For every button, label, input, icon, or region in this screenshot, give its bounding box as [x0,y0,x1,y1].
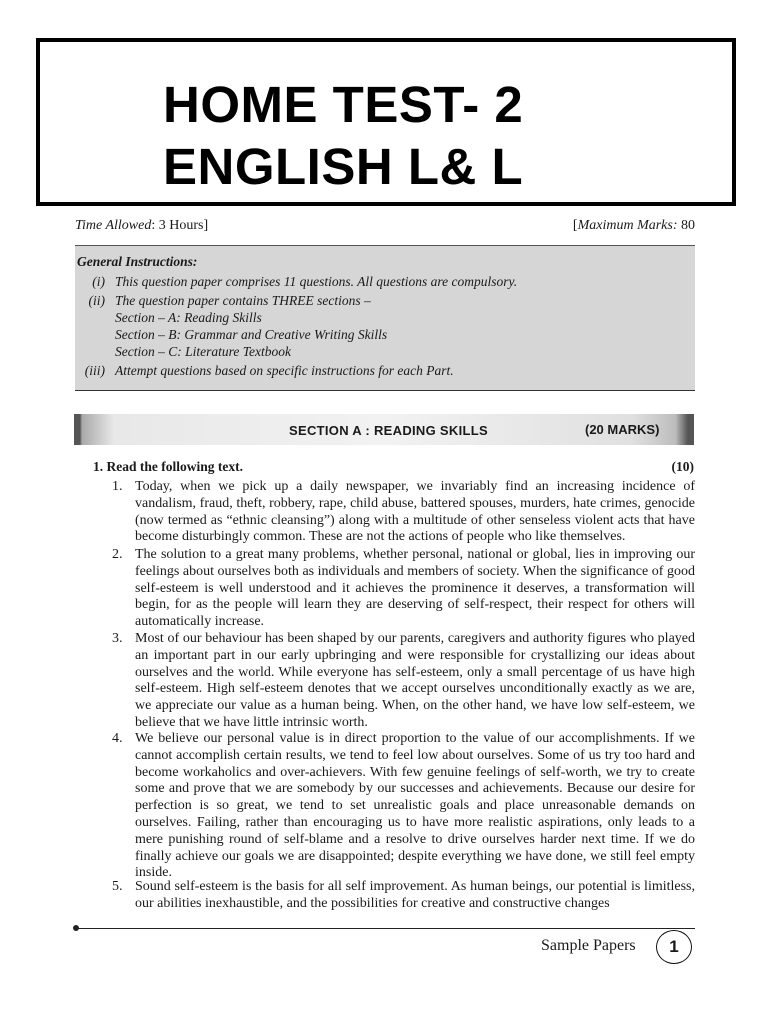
maximum-marks: [Maximum Marks: 80 [572,218,695,233]
section-title: SECTION A : READING SKILLS [289,423,488,438]
paragraph-text: Sound self-esteem is the basis for all self improvement. As human beings, our potential is limitless, our abilities inexhaustible, and the possibilities for creative and constructive changes [135,879,695,911]
instruction-subitem: Section – C: Literature Textbook [115,344,291,359]
paragraph-text: Today, when we pick up a daily newspaper, we invariably find an increasing incidence of vandalism, fraud, theft, robbery, rape, child abuse, battered spouses, murders, hate crimes, genocide (now termed as “ethnic cleansing”) along with a multitude of other senseless violent acts that have become disturbingly common. These are not the actions of people who like themselves. [135,479,695,545]
question-marks: (10) [671,459,694,474]
passage-paragraph [112,879,695,913]
time-allowed: Time Allowed: 3 Hours] [75,218,209,233]
question-label: 1. Read the following text. [93,459,243,474]
section-header-bar [74,414,694,445]
footer-label: Sample Papers [541,937,636,954]
passage-paragraph [112,479,695,546]
instructions-heading: General Instructions: [77,254,198,269]
passage-paragraph [112,731,695,882]
question-heading [93,459,694,475]
page-number: 1 [656,930,692,964]
page-subtitle: ENGLISH L& L [163,138,524,195]
page-title: HOME TEST- 2 [163,76,524,133]
paragraph-text: The solution to a great many problems, whether personal, national or global, lies in improving our feelings about ourselves both as individuals and members of society. When the significance of good self-esteem is well understood and it achieves the prominence it deserves, a transformation will begin, for as the people will learn they are deserving of self-respect, their respect for others will automatically increase. [135,547,695,630]
exam-meta-row [75,218,695,234]
paragraph-text: Most of our behaviour has been shaped by our parents, caregivers and authority figures who played an important part in our early upbringing and were responsible for crystallizing our ideas about ourselves and the world. While everyone has self-esteem, only a small percentage of us have high self-esteem. High self-esteem denotes that we accept ourselves unconditionally exactly as we are, we appreciate our value as a human being. When, on the other hand, we have low self-esteem, we believe that we have little intrinsic worth. [135,631,695,730]
instruction-subitem: Section – B: Grammar and Creative Writing Skills [115,327,388,342]
title-box [36,38,736,206]
section-marks: (20 MARKS) [585,422,660,437]
passage-paragraph [112,631,695,732]
paragraph-number: 2. [112,547,123,562]
paragraph-number: 1. [112,479,123,494]
paragraph-number: 3. [112,631,123,646]
instruction-subitem: Section – A: Reading Skills [115,310,262,325]
general-instructions: General Instructions: (i) This question paper comprises 11 questions. All questions are compulsory. (ii) The question paper contains THREE sections – Section – A: Reading Skills Section – B: Grammar and Creative Writing Skills Section – C: Literature Textbook (iii) Attempt questions based on specific instructions for each Part. [75,245,695,391]
paragraph-number: 4. [112,731,123,746]
footer-rule [75,928,695,929]
paragraph-text: We believe our personal value is in direct proportion to the value of our accomplishments. If we cannot accomplish certain results, we tend to feel low about ourselves. Some of us try too hard and become workaholics and over-achievers. With few genuine feelings of self-worth, we try to create some and prove that we are somebody by our successes and achievements. Because our desire for perfection is so great, we tend to set unrealistic goals and place unreasonable demands on ourselves. Failing, rather than encouraging us to have more realistic aspirations, only leads to a mere punishing round of self-blame and a resolve to drive ourselves harder next time. If we do finally achieve our goals we are disappointed; despite everything we have done, we still feel empty inside. [135,731,695,881]
paragraph-number: 5. [112,879,123,894]
passage-paragraph [112,547,695,631]
